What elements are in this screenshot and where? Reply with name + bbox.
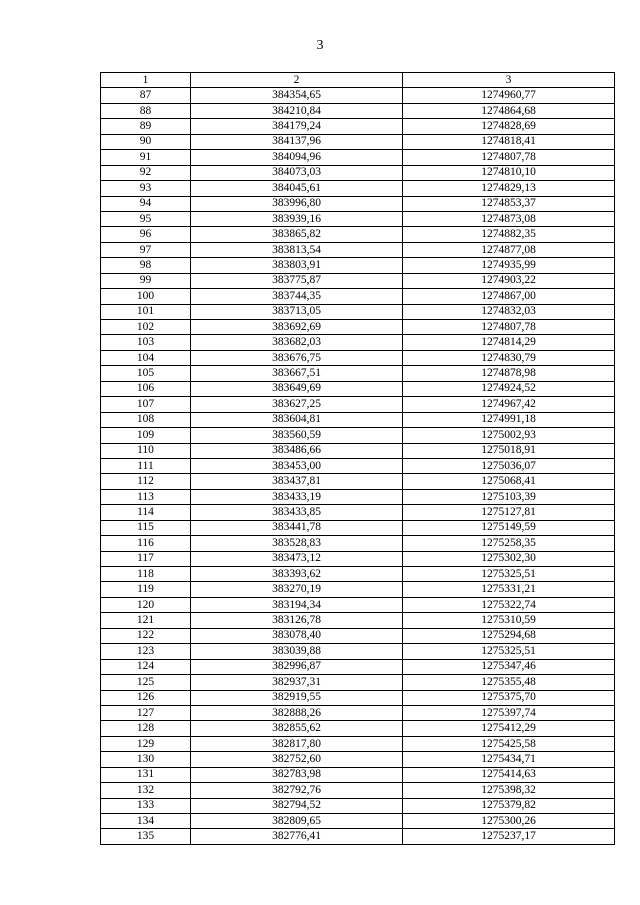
cell-point-number: 102 — [101, 320, 191, 335]
cell-point-number: 123 — [101, 644, 191, 659]
cell-y: 1275434,71 — [403, 752, 615, 767]
cell-x: 384045,61 — [191, 181, 403, 196]
cell-y: 1274832,03 — [403, 304, 615, 319]
cell-x: 383865,82 — [191, 227, 403, 242]
cell-x: 383682,03 — [191, 335, 403, 350]
table-row — [101, 458, 615, 473]
cell-y: 1275018,91 — [403, 443, 615, 458]
cell-y: 1275325,51 — [403, 644, 615, 659]
table-row — [101, 752, 615, 767]
cell-x: 382855,62 — [191, 721, 403, 736]
cell-y: 1275375,70 — [403, 690, 615, 705]
cell-y: 1274878,98 — [403, 366, 615, 381]
cell-y: 1274967,42 — [403, 397, 615, 412]
cell-point-number: 120 — [101, 597, 191, 612]
cell-y: 1275002,93 — [403, 428, 615, 443]
cell-y: 1275397,74 — [403, 705, 615, 720]
cell-y: 1274810,10 — [403, 165, 615, 180]
header-cell-point-number: 1 — [101, 73, 191, 88]
cell-y: 1275258,35 — [403, 536, 615, 551]
table-row — [101, 489, 615, 504]
table-row — [101, 196, 615, 211]
table-row — [101, 644, 615, 659]
table-header — [101, 73, 615, 88]
table-row — [101, 721, 615, 736]
cell-x: 383528,83 — [191, 536, 403, 551]
cell-point-number: 121 — [101, 613, 191, 628]
header-row — [101, 73, 615, 88]
page-number: 3 — [316, 38, 324, 53]
table-row — [101, 505, 615, 520]
cell-x: 382794,52 — [191, 798, 403, 813]
cell-y: 1275103,39 — [403, 489, 615, 504]
cell-y: 1274864,68 — [403, 103, 615, 118]
cell-point-number: 94 — [101, 196, 191, 211]
cell-point-number: 87 — [101, 88, 191, 103]
cell-x: 383437,81 — [191, 474, 403, 489]
table-row — [101, 304, 615, 319]
table-row — [101, 474, 615, 489]
cell-y: 1274814,29 — [403, 335, 615, 350]
cell-point-number: 97 — [101, 242, 191, 257]
cell-y: 1275302,30 — [403, 551, 615, 566]
cell-y: 1275355,48 — [403, 675, 615, 690]
cell-point-number: 127 — [101, 705, 191, 720]
cell-x: 383667,51 — [191, 366, 403, 381]
cell-x: 384073,03 — [191, 165, 403, 180]
cell-y: 1274830,79 — [403, 350, 615, 365]
table-row — [101, 350, 615, 365]
table-row — [101, 103, 615, 118]
table-row — [101, 628, 615, 643]
cell-x: 384354,65 — [191, 88, 403, 103]
cell-x: 383676,75 — [191, 350, 403, 365]
cell-x: 382752,60 — [191, 752, 403, 767]
cell-y: 1274807,78 — [403, 320, 615, 335]
cell-point-number: 106 — [101, 381, 191, 396]
table-row — [101, 690, 615, 705]
cell-point-number: 107 — [101, 397, 191, 412]
table-row — [101, 675, 615, 690]
cell-x: 383813,54 — [191, 242, 403, 257]
table-row — [101, 597, 615, 612]
cell-y: 1275425,58 — [403, 736, 615, 751]
table-row — [101, 366, 615, 381]
cell-point-number: 95 — [101, 211, 191, 226]
table-row — [101, 273, 615, 288]
cell-y: 1274935,99 — [403, 258, 615, 273]
table-row — [101, 536, 615, 551]
cell-x: 382817,80 — [191, 736, 403, 751]
cell-x: 383078,40 — [191, 628, 403, 643]
cell-y: 1274853,37 — [403, 196, 615, 211]
cell-y: 1275310,59 — [403, 613, 615, 628]
cell-point-number: 98 — [101, 258, 191, 273]
cell-y: 1274818,41 — [403, 134, 615, 149]
table-row — [101, 242, 615, 257]
cell-x: 383473,12 — [191, 551, 403, 566]
cell-y: 1275325,51 — [403, 567, 615, 582]
header-cell-y: 3 — [403, 73, 615, 88]
cell-point-number: 108 — [101, 412, 191, 427]
cell-point-number: 99 — [101, 273, 191, 288]
cell-point-number: 131 — [101, 767, 191, 782]
table-row — [101, 582, 615, 597]
cell-x: 383433,85 — [191, 505, 403, 520]
table-row — [101, 829, 615, 844]
cell-point-number: 88 — [101, 103, 191, 118]
cell-x: 383039,88 — [191, 644, 403, 659]
cell-x: 383939,16 — [191, 211, 403, 226]
table-row — [101, 551, 615, 566]
cell-x: 383453,00 — [191, 458, 403, 473]
cell-point-number: 109 — [101, 428, 191, 443]
cell-x: 384094,96 — [191, 150, 403, 165]
cell-point-number: 130 — [101, 752, 191, 767]
cell-y: 1274960,77 — [403, 88, 615, 103]
cell-point-number: 96 — [101, 227, 191, 242]
cell-point-number: 111 — [101, 458, 191, 473]
table-row — [101, 814, 615, 829]
cell-y: 1275331,21 — [403, 582, 615, 597]
cell-x: 383803,91 — [191, 258, 403, 273]
table-row — [101, 119, 615, 134]
cell-point-number: 90 — [101, 134, 191, 149]
cell-y: 1274867,00 — [403, 289, 615, 304]
cell-x: 383627,25 — [191, 397, 403, 412]
cell-y: 1275068,41 — [403, 474, 615, 489]
cell-x: 382783,98 — [191, 767, 403, 782]
table-row — [101, 428, 615, 443]
cell-y: 1274991,18 — [403, 412, 615, 427]
cell-point-number: 122 — [101, 628, 191, 643]
cell-y: 1275412,29 — [403, 721, 615, 736]
cell-y: 1274828,69 — [403, 119, 615, 134]
cell-point-number: 101 — [101, 304, 191, 319]
cell-x: 384210,84 — [191, 103, 403, 118]
cell-point-number: 125 — [101, 675, 191, 690]
cell-x: 383270,19 — [191, 582, 403, 597]
cell-point-number: 103 — [101, 335, 191, 350]
cell-y: 1274829,13 — [403, 181, 615, 196]
cell-point-number: 105 — [101, 366, 191, 381]
table-row — [101, 289, 615, 304]
table-row — [101, 181, 615, 196]
cell-y: 1275149,59 — [403, 520, 615, 535]
cell-y: 1274873,08 — [403, 211, 615, 226]
cell-x: 383692,69 — [191, 320, 403, 335]
table-row — [101, 443, 615, 458]
cell-x: 383194,34 — [191, 597, 403, 612]
cell-x: 383744,35 — [191, 289, 403, 304]
cell-x: 382809,65 — [191, 814, 403, 829]
cell-point-number: 133 — [101, 798, 191, 813]
cell-point-number: 118 — [101, 567, 191, 582]
cell-y: 1274924,52 — [403, 381, 615, 396]
cell-x: 383996,80 — [191, 196, 403, 211]
table-row — [101, 150, 615, 165]
cell-y: 1275036,07 — [403, 458, 615, 473]
cell-y: 1274903,22 — [403, 273, 615, 288]
cell-x: 382996,87 — [191, 659, 403, 674]
cell-point-number: 124 — [101, 659, 191, 674]
table-row — [101, 412, 615, 427]
cell-x: 383775,87 — [191, 273, 403, 288]
cell-point-number: 134 — [101, 814, 191, 829]
coordinates-table — [100, 72, 615, 845]
cell-point-number: 126 — [101, 690, 191, 705]
cell-point-number: 119 — [101, 582, 191, 597]
cell-point-number: 135 — [101, 829, 191, 844]
cell-y: 1274882,35 — [403, 227, 615, 242]
cell-point-number: 114 — [101, 505, 191, 520]
table-row — [101, 320, 615, 335]
table-row — [101, 397, 615, 412]
cell-point-number: 93 — [101, 181, 191, 196]
cell-point-number: 100 — [101, 289, 191, 304]
table-row — [101, 705, 615, 720]
cell-y: 1275379,82 — [403, 798, 615, 813]
table-row — [101, 567, 615, 582]
header-cell-x: 2 — [191, 73, 403, 88]
cell-y: 1275398,32 — [403, 783, 615, 798]
cell-point-number: 132 — [101, 783, 191, 798]
table-row — [101, 381, 615, 396]
table-row — [101, 134, 615, 149]
cell-point-number: 129 — [101, 736, 191, 751]
cell-x: 383713,05 — [191, 304, 403, 319]
cell-y: 1275347,46 — [403, 659, 615, 674]
table-row — [101, 767, 615, 782]
table-row — [101, 227, 615, 242]
cell-point-number: 89 — [101, 119, 191, 134]
cell-y: 1275127,81 — [403, 505, 615, 520]
cell-y: 1275300,26 — [403, 814, 615, 829]
cell-point-number: 92 — [101, 165, 191, 180]
cell-x: 384179,24 — [191, 119, 403, 134]
cell-y: 1275322,74 — [403, 597, 615, 612]
cell-x: 383486,66 — [191, 443, 403, 458]
cell-x: 382919,55 — [191, 690, 403, 705]
table-row — [101, 520, 615, 535]
table-body — [101, 88, 615, 844]
cell-point-number: 113 — [101, 489, 191, 504]
table-row — [101, 783, 615, 798]
table-row — [101, 211, 615, 226]
cell-x: 384137,96 — [191, 134, 403, 149]
table-row — [101, 165, 615, 180]
cell-x: 383604,81 — [191, 412, 403, 427]
cell-point-number: 112 — [101, 474, 191, 489]
cell-x: 383126,78 — [191, 613, 403, 628]
cell-point-number: 128 — [101, 721, 191, 736]
cell-y: 1275237,17 — [403, 829, 615, 844]
cell-x: 383393,62 — [191, 567, 403, 582]
table-row — [101, 736, 615, 751]
cell-x: 382937,31 — [191, 675, 403, 690]
table-row — [101, 258, 615, 273]
cell-point-number: 91 — [101, 150, 191, 165]
cell-x: 382792,76 — [191, 783, 403, 798]
cell-x: 383441,78 — [191, 520, 403, 535]
cell-y: 1274877,08 — [403, 242, 615, 257]
cell-x: 382776,41 — [191, 829, 403, 844]
cell-y: 1275294,68 — [403, 628, 615, 643]
table-row — [101, 798, 615, 813]
cell-y: 1274807,78 — [403, 150, 615, 165]
cell-y: 1275414,63 — [403, 767, 615, 782]
cell-x: 383649,69 — [191, 381, 403, 396]
table-row — [101, 613, 615, 628]
cell-point-number: 115 — [101, 520, 191, 535]
cell-x: 383560,59 — [191, 428, 403, 443]
cell-x: 382888,26 — [191, 705, 403, 720]
cell-point-number: 116 — [101, 536, 191, 551]
cell-point-number: 117 — [101, 551, 191, 566]
cell-x: 383433,19 — [191, 489, 403, 504]
table-row — [101, 335, 615, 350]
cell-point-number: 110 — [101, 443, 191, 458]
cell-point-number: 104 — [101, 350, 191, 365]
table-row — [101, 659, 615, 674]
table-row — [101, 88, 615, 103]
